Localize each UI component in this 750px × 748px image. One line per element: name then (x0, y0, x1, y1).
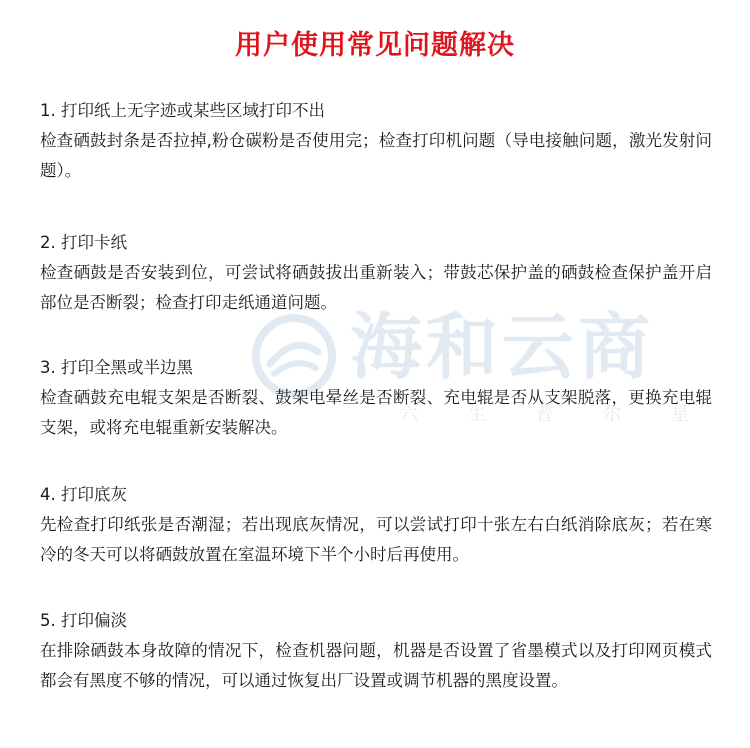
faq-heading: 3. 打印全黑或半边黑 (40, 358, 193, 377)
faq-body: 检查硒鼓充电辊支架是否断裂、鼓架电晕丝是否断裂、充电辊是否从支架脱落，更换充电辊支架，或将充电辊重新安装解决。 (40, 388, 712, 437)
faq-section-3 (40, 353, 712, 443)
faq-section-4 (40, 480, 712, 570)
faq-heading: 2. 打印卡纸 (40, 233, 127, 252)
faq-body: 先检查打印纸张是否潮湿；若出现底灰情况，可以尝试打印十张左右白纸消除底灰；若在寒冷的冬天可以将硒鼓放置在室温环境下半个小时后再使用。 (40, 515, 712, 564)
faq-body: 检查硒鼓是否安装到位，可尝试将硒鼓拔出重新装入；带鼓芯保护盖的硒鼓检查保护盖开启部位是否断裂；检查打印走纸通道问题。 (40, 263, 712, 312)
faq-heading: 5. 打印偏淡 (40, 611, 127, 630)
faq-section-5 (40, 606, 712, 696)
faq-body: 在排除硒鼓本身故障的情况下，检查机器问题，机器是否设置了省墨模式以及打印网页模式都会有黑度不够的情况，可以通过恢复出厂设置或调节机器的黑度设置。 (40, 641, 712, 690)
faq-section-2 (40, 228, 712, 318)
watermark-subtext: 六 生 普 尔 星 (400, 404, 711, 425)
faq-heading: 4. 打印底灰 (40, 485, 127, 504)
page-title: 用户使用常见问题解决 (235, 30, 515, 61)
faq-body: 检查硒鼓封条是否拉掉,粉仓碳粉是否使用完；检查打印机问题（导电接触问题，激光发射问题）。 (40, 131, 712, 180)
watermark-text: 海和云商 (350, 305, 655, 389)
faq-heading: 1. 打印纸上无字迹或某些区域打印不出 (40, 101, 325, 120)
faq-section-1 (40, 96, 712, 186)
